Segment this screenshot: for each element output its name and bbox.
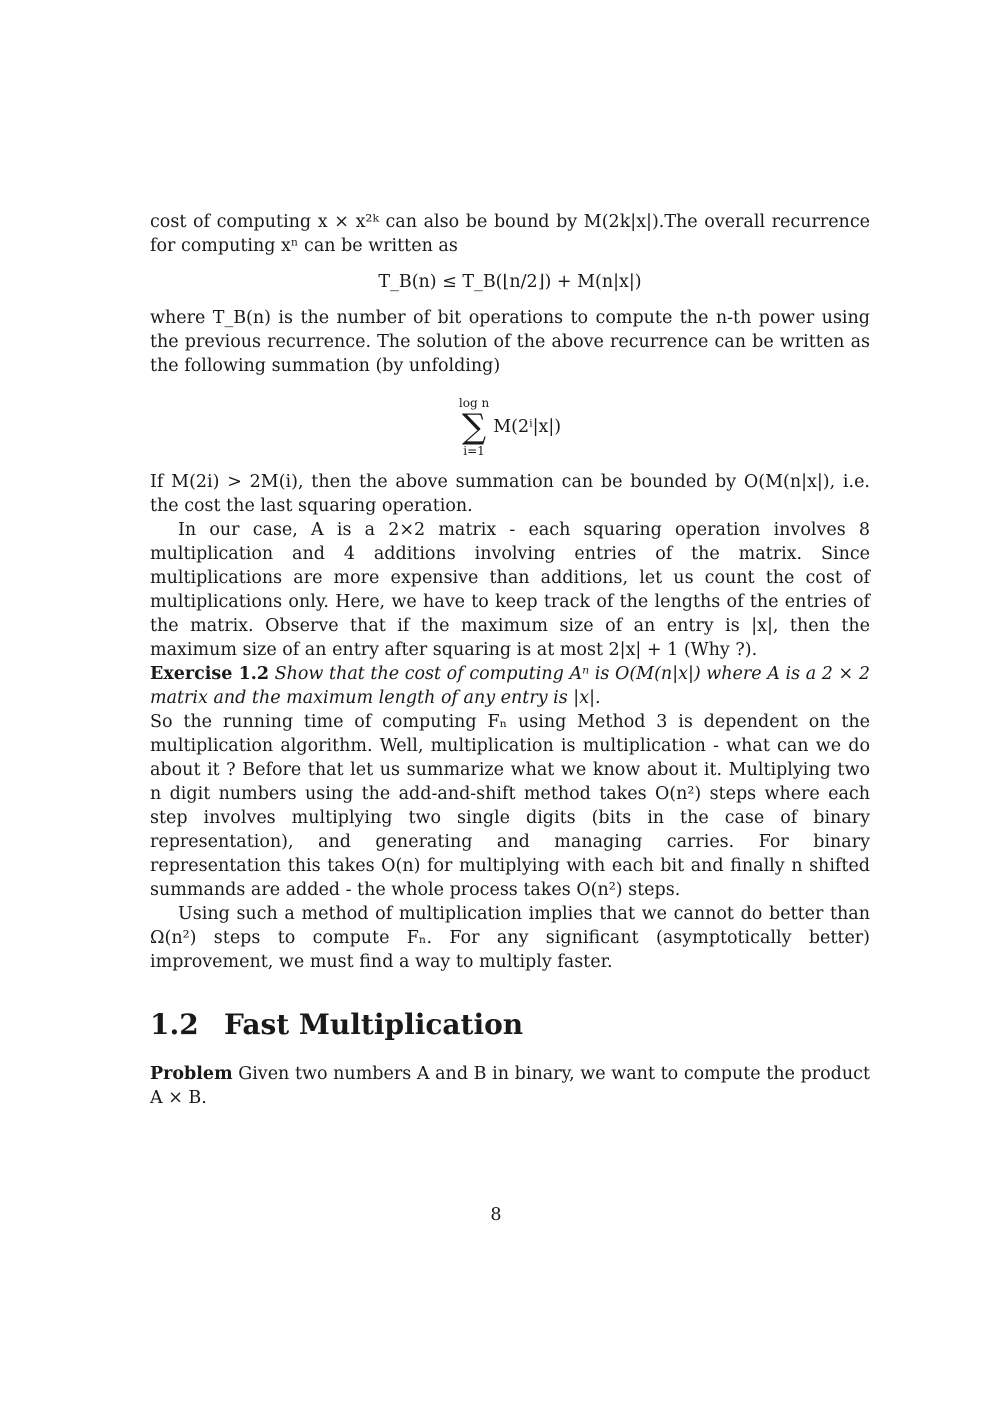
problem-label: Problem: [150, 1064, 233, 1084]
summation-term: M(2ⁱ|x|): [493, 417, 562, 437]
paragraph-matrix-case: In our case, A is a 2×2 matrix - each squaring operation involves 8 multiplication and 4 additions involving entries of the matrix. Since multiplications are more expensive than additions, let us count the cost of multiplications only. Here, we have to keep track of the lengths of the entries of the matrix. Observe that if the maximum size of an entry is |x|, then the maximum size of an entry after squaring is at most 2|x| + 1 (Why ?).: [150, 520, 870, 660]
paragraph-running-time: So the running time of computing Fₙ using Method 3 is dependent on the multiplication algorithm. Well, multiplication is multiplication - what can we do about it ? Before that let us summarize what we know about it. Multiplying two n digit numbers using the add-and-shift method takes O(n²) steps where each step involves multiplying two single digits (bits in the case of binary representation), and generating and managing carries. For binary representation this takes O(n) for multiplying with each bit and finally n shifted summands are added - the whole process takes O(n²) steps.: [150, 712, 870, 900]
page-body: [150, 210, 870, 1110]
section-title: Fast Multiplication: [224, 1008, 524, 1041]
page-number: 8: [490, 1205, 502, 1225]
problem-statement: [150, 1062, 870, 1110]
equation-recurrence: T_B(n) ≤ T_B(⌊n/2⌋) + M(n|x|): [378, 272, 642, 292]
paragraph-recurrence-explanation: where T_B(n) is the number of bit operations to compute the n-th power using the previous recurrence. The solution of the above recurrence can be written as the following summation (by unfolding): [150, 308, 870, 376]
problem-text: Given two numbers A and B in binary, we want to compute the product A × B.: [150, 1064, 870, 1108]
summation-upper-limit: log n: [458, 396, 490, 410]
exercise-block: [150, 662, 870, 710]
section-heading: [150, 1008, 870, 1042]
paragraph-intro: cost of computing x × x²ᵏ can also be bound by M(2k|x|).The overall recurrence for computing xⁿ can be written as: [150, 212, 870, 256]
summation-lower-limit: i=1: [463, 444, 485, 458]
equation-summation: [150, 390, 870, 458]
exercise-label: Exercise 1.2: [150, 664, 270, 684]
section-number: 1.2: [150, 1008, 199, 1041]
paragraph-lower-bound: Using such a method of multiplication implies that we cannot do better than Ω(n²) steps to compute Fₙ. For any significant (asymptotically better) improvement, we must find a way to multiply faster.: [150, 904, 870, 972]
summation-sigma: ∑: [461, 407, 487, 447]
paragraph-bound: If M(2i) > 2M(i), then the above summation can be bounded by O(M(n|x|), i.e. the cost the last squaring operation.: [150, 472, 870, 516]
exercise-body: Show that the cost of computing Aⁿ is O(M(n|x|) where A is a 2 × 2 matrix and the maximum length of any entry is |x|.: [150, 664, 870, 708]
